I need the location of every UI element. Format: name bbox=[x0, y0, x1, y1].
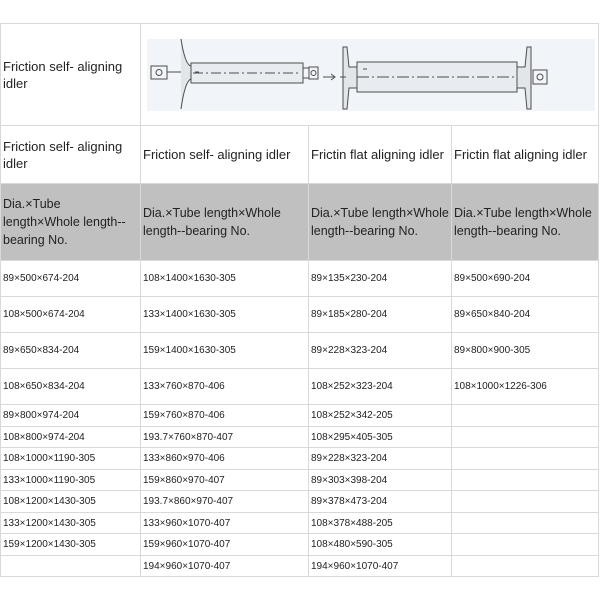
table-cell: 108×500×674-204 bbox=[1, 297, 141, 333]
table-cell: 89×228×323-204 bbox=[309, 333, 452, 369]
table-cell: 159×1200×1430-305 bbox=[1, 534, 141, 556]
table-row bbox=[1, 297, 599, 333]
table-cell: 133×960×1070-407 bbox=[141, 513, 309, 534]
idler-drawings-cell bbox=[141, 24, 599, 126]
table-cell: 194×960×1070-407 bbox=[141, 556, 309, 577]
column-title-2: Friction self- aligning idler bbox=[141, 126, 309, 184]
table-cell bbox=[452, 556, 599, 577]
table-cell bbox=[452, 470, 599, 491]
table-cell: 133×1400×1630-305 bbox=[141, 297, 309, 333]
table-row bbox=[1, 427, 599, 448]
table-cell: 108×480×590-305 bbox=[309, 534, 452, 556]
table-cell bbox=[452, 534, 599, 556]
table-cell: 89×800×900-305 bbox=[452, 333, 599, 369]
table-cell: 89×378×473-204 bbox=[309, 491, 452, 513]
table-cell bbox=[452, 427, 599, 448]
drawing-row bbox=[1, 24, 599, 126]
table-cell: 193.7×860×970-407 bbox=[141, 491, 309, 513]
table-cell: 108×378×488-205 bbox=[309, 513, 452, 534]
table-cell: 89×303×398-204 bbox=[309, 470, 452, 491]
table-cell: 89×500×690-204 bbox=[452, 261, 599, 297]
table-row bbox=[1, 513, 599, 534]
idler-spec-table bbox=[0, 23, 599, 577]
table-cell: 108×650×834-204 bbox=[1, 369, 141, 405]
table-cell: 159×760×870-406 bbox=[141, 405, 309, 427]
table-cell: 159×1400×1630-305 bbox=[141, 333, 309, 369]
table-cell: 133×1000×1190-305 bbox=[1, 470, 141, 491]
table-cell bbox=[452, 513, 599, 534]
table-cell: 108×295×405-305 bbox=[309, 427, 452, 448]
table-cell: 89×650×834-204 bbox=[1, 333, 141, 369]
table-cell bbox=[1, 556, 141, 577]
column-title-1: Friction self- aligning idler bbox=[1, 126, 141, 184]
table-row bbox=[1, 369, 599, 405]
table-cell bbox=[452, 405, 599, 427]
table-row bbox=[1, 491, 599, 513]
table-cell bbox=[452, 491, 599, 513]
table-cell: 89×228×323-204 bbox=[309, 448, 452, 470]
table-cell: 193.7×760×870-407 bbox=[141, 427, 309, 448]
table-cell: 194×960×1070-407 bbox=[309, 556, 452, 577]
table-cell: 89×500×674-204 bbox=[1, 261, 141, 297]
table-cell: 108×252×323-204 bbox=[309, 369, 452, 405]
table-cell: 159×960×1070-407 bbox=[141, 534, 309, 556]
spec-header-3: Dia.×Tube length×Whole length--bearing No. bbox=[309, 184, 452, 261]
table-cell: 108×1000×1226-306 bbox=[452, 369, 599, 405]
table-row bbox=[1, 405, 599, 427]
table-row bbox=[1, 534, 599, 556]
table-row bbox=[1, 470, 599, 491]
column-title-4: Frictin flat aligning idler bbox=[452, 126, 599, 184]
spec-data-rows bbox=[1, 261, 599, 577]
table-cell: 89×800×974-204 bbox=[1, 405, 141, 427]
table-row bbox=[1, 333, 599, 369]
table-cell: 108×1000×1190-305 bbox=[1, 448, 141, 470]
table-cell: 108×800×974-204 bbox=[1, 427, 141, 448]
idler-drawing-illustration bbox=[143, 25, 599, 125]
table-cell: 108×252×342-205 bbox=[309, 405, 452, 427]
spec-header-2: Dia.×Tube length×Whole length--bearing No. bbox=[141, 184, 309, 261]
table-row bbox=[1, 448, 599, 470]
drawing-row-label: Friction self- aligning idler bbox=[1, 24, 141, 126]
table-cell: 133×760×870-406 bbox=[141, 369, 309, 405]
table-cell: 89×650×840-204 bbox=[452, 297, 599, 333]
table-row bbox=[1, 261, 599, 297]
table-cell bbox=[452, 448, 599, 470]
table-cell: 89×185×280-204 bbox=[309, 297, 452, 333]
spec-header-4: Dia.×Tube length×Whole length--bearing No. bbox=[452, 184, 599, 261]
table-cell: 108×1200×1430-305 bbox=[1, 491, 141, 513]
spec-header-1: Dia.×Tube length×Whole length--bearing No. bbox=[1, 184, 141, 261]
table-cell: 133×1200×1430-305 bbox=[1, 513, 141, 534]
table-row bbox=[1, 556, 599, 577]
table-cell: 89×135×230-204 bbox=[309, 261, 452, 297]
column-title-3: Frictin flat aligning idler bbox=[309, 126, 452, 184]
table-cell: 159×860×970-407 bbox=[141, 470, 309, 491]
table-cell: 108×1400×1630-305 bbox=[141, 261, 309, 297]
table-cell: 133×860×970-406 bbox=[141, 448, 309, 470]
column-title-row bbox=[1, 126, 599, 184]
spec-header-row bbox=[1, 184, 599, 261]
